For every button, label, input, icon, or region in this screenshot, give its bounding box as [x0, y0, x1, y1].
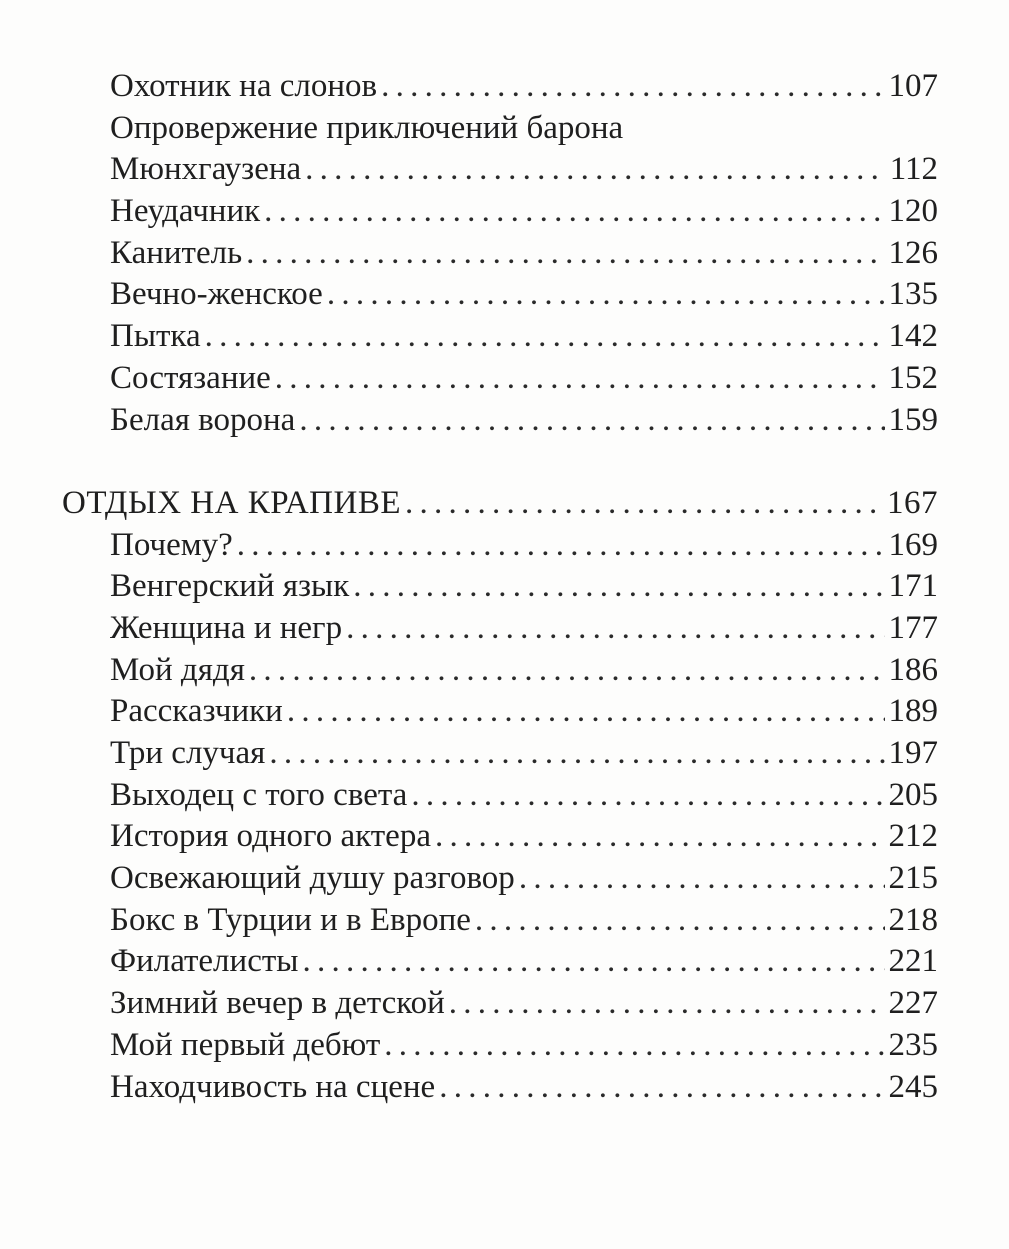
toc-entry-title: Состязание	[110, 359, 271, 396]
dot-leader	[287, 691, 885, 733]
toc-entry-page: 245	[888, 1068, 938, 1105]
toc-entry-title: Мой дядя	[110, 651, 245, 688]
dot-leader	[475, 900, 885, 942]
toc-entry-page: 112	[889, 151, 938, 188]
toc-section-title: ОТДЫХ НА КРАПИВЕ	[62, 484, 401, 521]
dot-leader	[449, 983, 885, 1025]
dot-leader	[384, 1025, 884, 1067]
toc-entry-title: Венгерский язык	[110, 568, 350, 605]
toc-entry	[62, 566, 938, 608]
dot-leader	[346, 608, 884, 650]
toc-entry-title: Неудачник	[110, 193, 261, 230]
toc-entry-title: Почему?	[110, 526, 233, 563]
toc-entry	[62, 941, 938, 983]
toc-entry	[62, 66, 938, 108]
toc-entry-page: 135	[888, 276, 938, 313]
dot-leader	[299, 400, 884, 442]
toc-entry	[62, 525, 938, 567]
toc-entry	[62, 149, 938, 191]
toc-entry-title: Женщина и негр	[110, 609, 343, 646]
toc-entry-page: 152	[888, 359, 938, 396]
toc-entry	[62, 900, 938, 942]
dot-leader	[275, 358, 885, 400]
toc-entry-title: Рассказчики	[110, 693, 283, 730]
toc-entry	[62, 733, 938, 775]
toc-entry-title: Зимний вечер в детской	[110, 985, 445, 1022]
toc-entry-page: 189	[888, 693, 938, 730]
toc-entry-page: 221	[888, 943, 938, 980]
toc-entry-page: 169	[888, 526, 938, 563]
toc-entry-title: Находчивость на сцене	[110, 1068, 436, 1105]
dot-leader	[353, 566, 884, 608]
toc-entry	[62, 1067, 938, 1109]
toc-entry	[62, 691, 938, 733]
dot-leader	[305, 149, 886, 191]
section-gap	[62, 441, 938, 483]
toc-entry-title: Пытка	[110, 318, 201, 355]
toc-entry-page: 159	[888, 401, 938, 438]
dot-leader	[405, 483, 883, 525]
toc-entry-title: Мюнхгаузена	[110, 151, 302, 188]
toc-entry-title: Охотник на слонов	[110, 68, 378, 104]
toc-entry-page: 186	[888, 651, 938, 688]
toc-entry-page: 126	[888, 234, 938, 271]
toc-entry	[62, 608, 938, 650]
toc-entry-title: Филателисты	[110, 943, 299, 980]
toc-entry-page: 227	[888, 985, 938, 1022]
toc-entry-page: 171	[888, 568, 938, 605]
dot-leader	[237, 525, 885, 567]
toc-entry-page: 197	[888, 735, 938, 771]
toc-entry-title-first-line: Опровержение приключений барона	[110, 109, 624, 146]
toc-section-page: 167	[887, 484, 938, 521]
toc-entry-page: 205	[888, 776, 938, 813]
toc-entry-title: Три случая	[110, 735, 266, 771]
toc-entry-title: Канитель	[110, 234, 243, 271]
dot-leader	[264, 191, 884, 233]
toc-entry-title: История одного актера	[110, 818, 431, 855]
toc-entry	[62, 400, 938, 442]
toc-entry	[62, 233, 938, 275]
toc-entry	[62, 650, 938, 692]
toc-entry	[62, 983, 938, 1025]
toc-entry	[62, 775, 938, 817]
toc-entry	[62, 358, 938, 400]
dot-leader	[439, 1067, 884, 1109]
toc-entry	[62, 858, 938, 900]
toc-entry	[62, 274, 938, 316]
dot-leader	[519, 858, 885, 900]
dot-leader	[411, 775, 884, 817]
toc-section-heading	[62, 483, 938, 525]
dot-leader	[269, 733, 884, 775]
toc-entry-title: Вечно-женское	[110, 276, 323, 313]
toc-entry-page: 218	[888, 901, 938, 938]
dot-leader	[205, 316, 885, 358]
dot-leader	[435, 816, 885, 858]
toc-entry-title: Мой первый дебют	[110, 1026, 381, 1063]
toc-entry	[62, 1025, 938, 1067]
toc-entry-title-line	[62, 108, 938, 150]
toc-entry	[62, 316, 938, 358]
toc-entry-page: 235	[888, 1026, 938, 1063]
toc-entry-title: Бокс в Турции и в Европе	[110, 901, 471, 938]
toc-entry-page: 107	[888, 68, 938, 104]
table-of-contents	[62, 66, 938, 1108]
toc-entry	[62, 191, 938, 233]
dot-leader	[327, 274, 885, 316]
toc-entry-page: 142	[888, 318, 938, 355]
toc-entry	[62, 816, 938, 858]
toc-entry-page: 215	[888, 860, 938, 897]
toc-entry-title: Белая ворона	[110, 401, 296, 438]
toc-entry-title: Освежающий душу разговор	[110, 860, 515, 897]
toc-entry-page: 212	[888, 818, 938, 855]
toc-entry-title: Выходец с того света	[110, 776, 408, 813]
dot-leader	[249, 650, 885, 692]
dot-leader	[302, 941, 884, 983]
dot-leader	[246, 233, 884, 275]
toc-entry-page: 177	[888, 609, 938, 646]
toc-entry-page: 120	[888, 193, 938, 230]
dot-leader	[381, 66, 884, 108]
